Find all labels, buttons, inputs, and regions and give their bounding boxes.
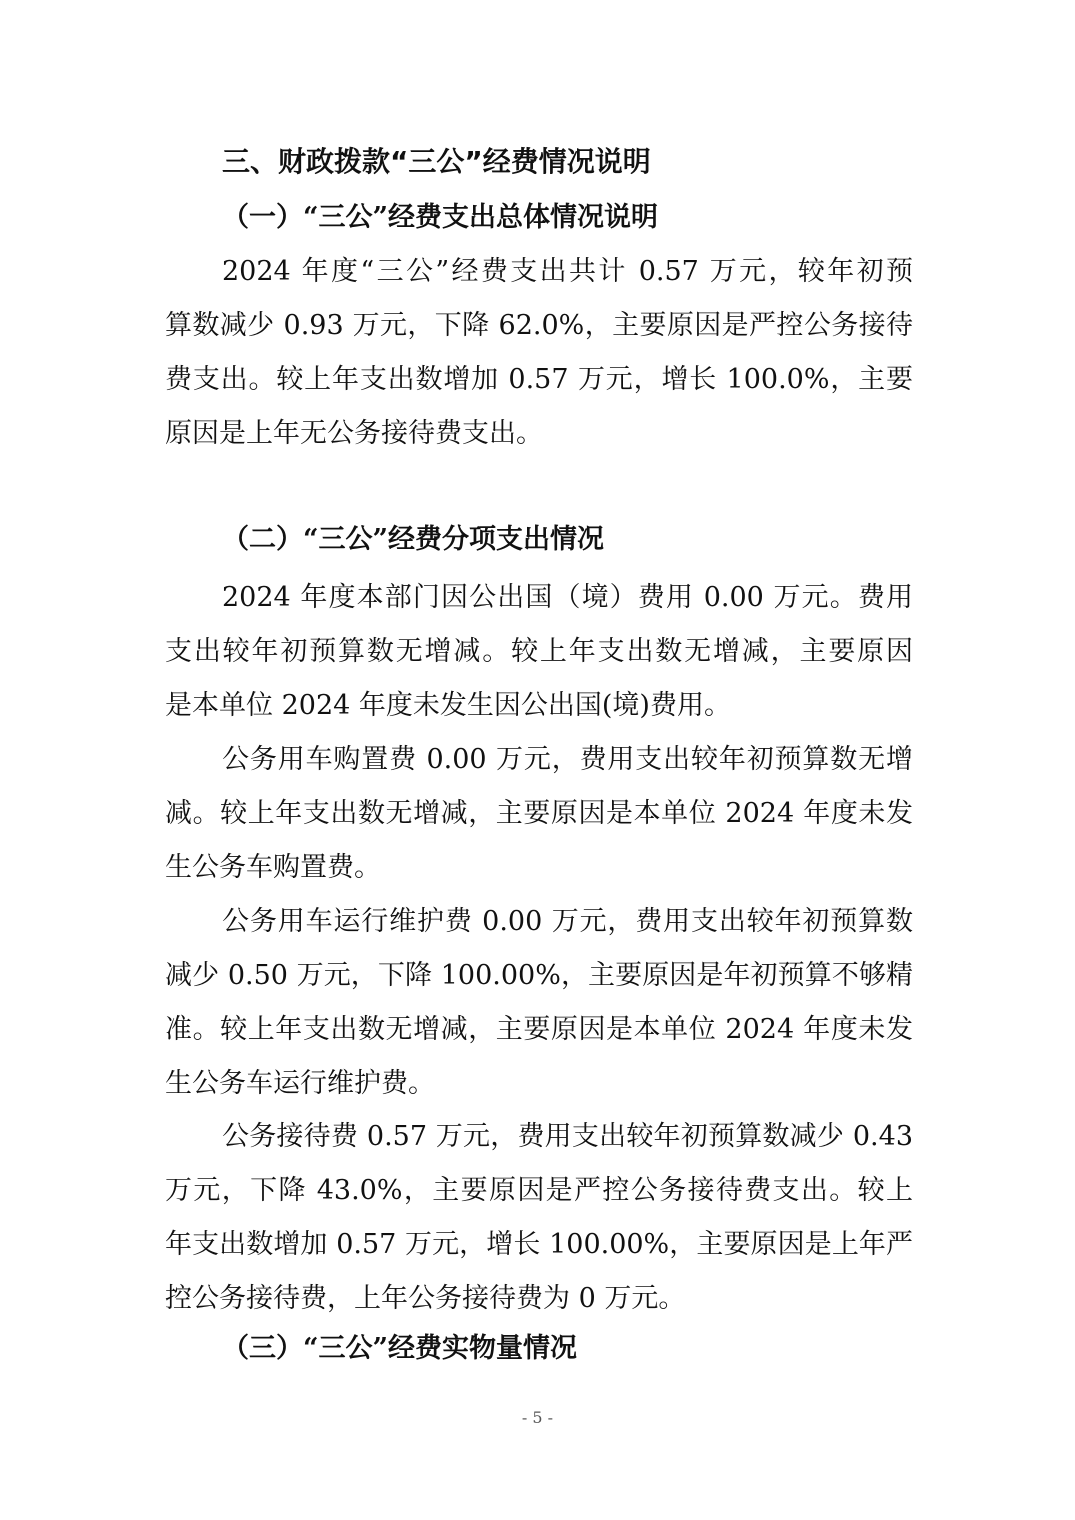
paragraph-line: 算数减少 0.93 万元，下降 62.0%，主要原因是严控公务接待 bbox=[165, 310, 913, 341]
paragraph-line: 费支出。较上年支出数增加 0.57 万元，增长 100.0%，主要 bbox=[165, 364, 913, 395]
paragraph-overall bbox=[165, 245, 913, 461]
paragraph-line: 公务接待费 0.57 万元，费用支出较年初预算数减少 0.43 bbox=[222, 1121, 913, 1152]
subsection-heading-itemized: （二）“三公”经费分项支出情况 bbox=[222, 524, 605, 555]
paragraph-vehicle-purchase bbox=[165, 733, 913, 895]
paragraph-line: 是本单位 2024 年度未发生因公出国(境)费用。 bbox=[165, 690, 731, 721]
paragraph-line: 控公务接待费，上年公务接待费为 0 万元。 bbox=[165, 1283, 686, 1314]
paragraph-line: 公务用车购置费 0.00 万元，费用支出较年初预算数无增 bbox=[222, 744, 913, 775]
section-heading-three: 三、财政拨款“三公”经费情况说明 bbox=[222, 145, 651, 178]
paragraph-line: 生公务车运行维护费。 bbox=[165, 1068, 435, 1099]
paragraph-line: 2024 年度本部门因公出国（境）费用 0.00 万元。费用 bbox=[222, 582, 913, 613]
paragraph-line: 原因是上年无公务接待费支出。 bbox=[165, 418, 543, 449]
page-number: - 5 - bbox=[521, 1408, 554, 1427]
paragraph-line: 生公务车购置费。 bbox=[165, 852, 381, 883]
paragraph-overseas bbox=[165, 571, 913, 733]
paragraph-line: 年支出数增加 0.57 万元，增长 100.00%，主要原因是上年严 bbox=[165, 1229, 913, 1260]
subsection-heading-physical: （三）“三公”经费实物量情况 bbox=[222, 1333, 578, 1364]
paragraph-reception bbox=[165, 1110, 913, 1326]
paragraph-line: 准。较上年支出数无增减，主要原因是本单位 2024 年度未发 bbox=[165, 1014, 913, 1045]
paragraph-line: 减。较上年支出数无增减，主要原因是本单位 2024 年度未发 bbox=[165, 798, 913, 829]
paragraph-line: 2024 年度“三公”经费支出共计 0.57 万元，较年初预 bbox=[222, 256, 913, 287]
paragraph-line: 减少 0.50 万元，下降 100.00%，主要原因是年初预算不够精 bbox=[165, 960, 913, 991]
paragraph-line: 公务用车运行维护费 0.00 万元，费用支出较年初预算数 bbox=[222, 906, 913, 937]
subsection-heading-overall: （一）“三公”经费支出总体情况说明 bbox=[222, 202, 659, 233]
paragraph-line: 支出较年初预算数无增减。较上年支出数无增减，主要原因 bbox=[165, 636, 913, 667]
paragraph-line: 万元，下降 43.0%，主要原因是严控公务接待费支出。较上 bbox=[165, 1175, 913, 1206]
paragraph-vehicle-operation bbox=[165, 895, 913, 1111]
